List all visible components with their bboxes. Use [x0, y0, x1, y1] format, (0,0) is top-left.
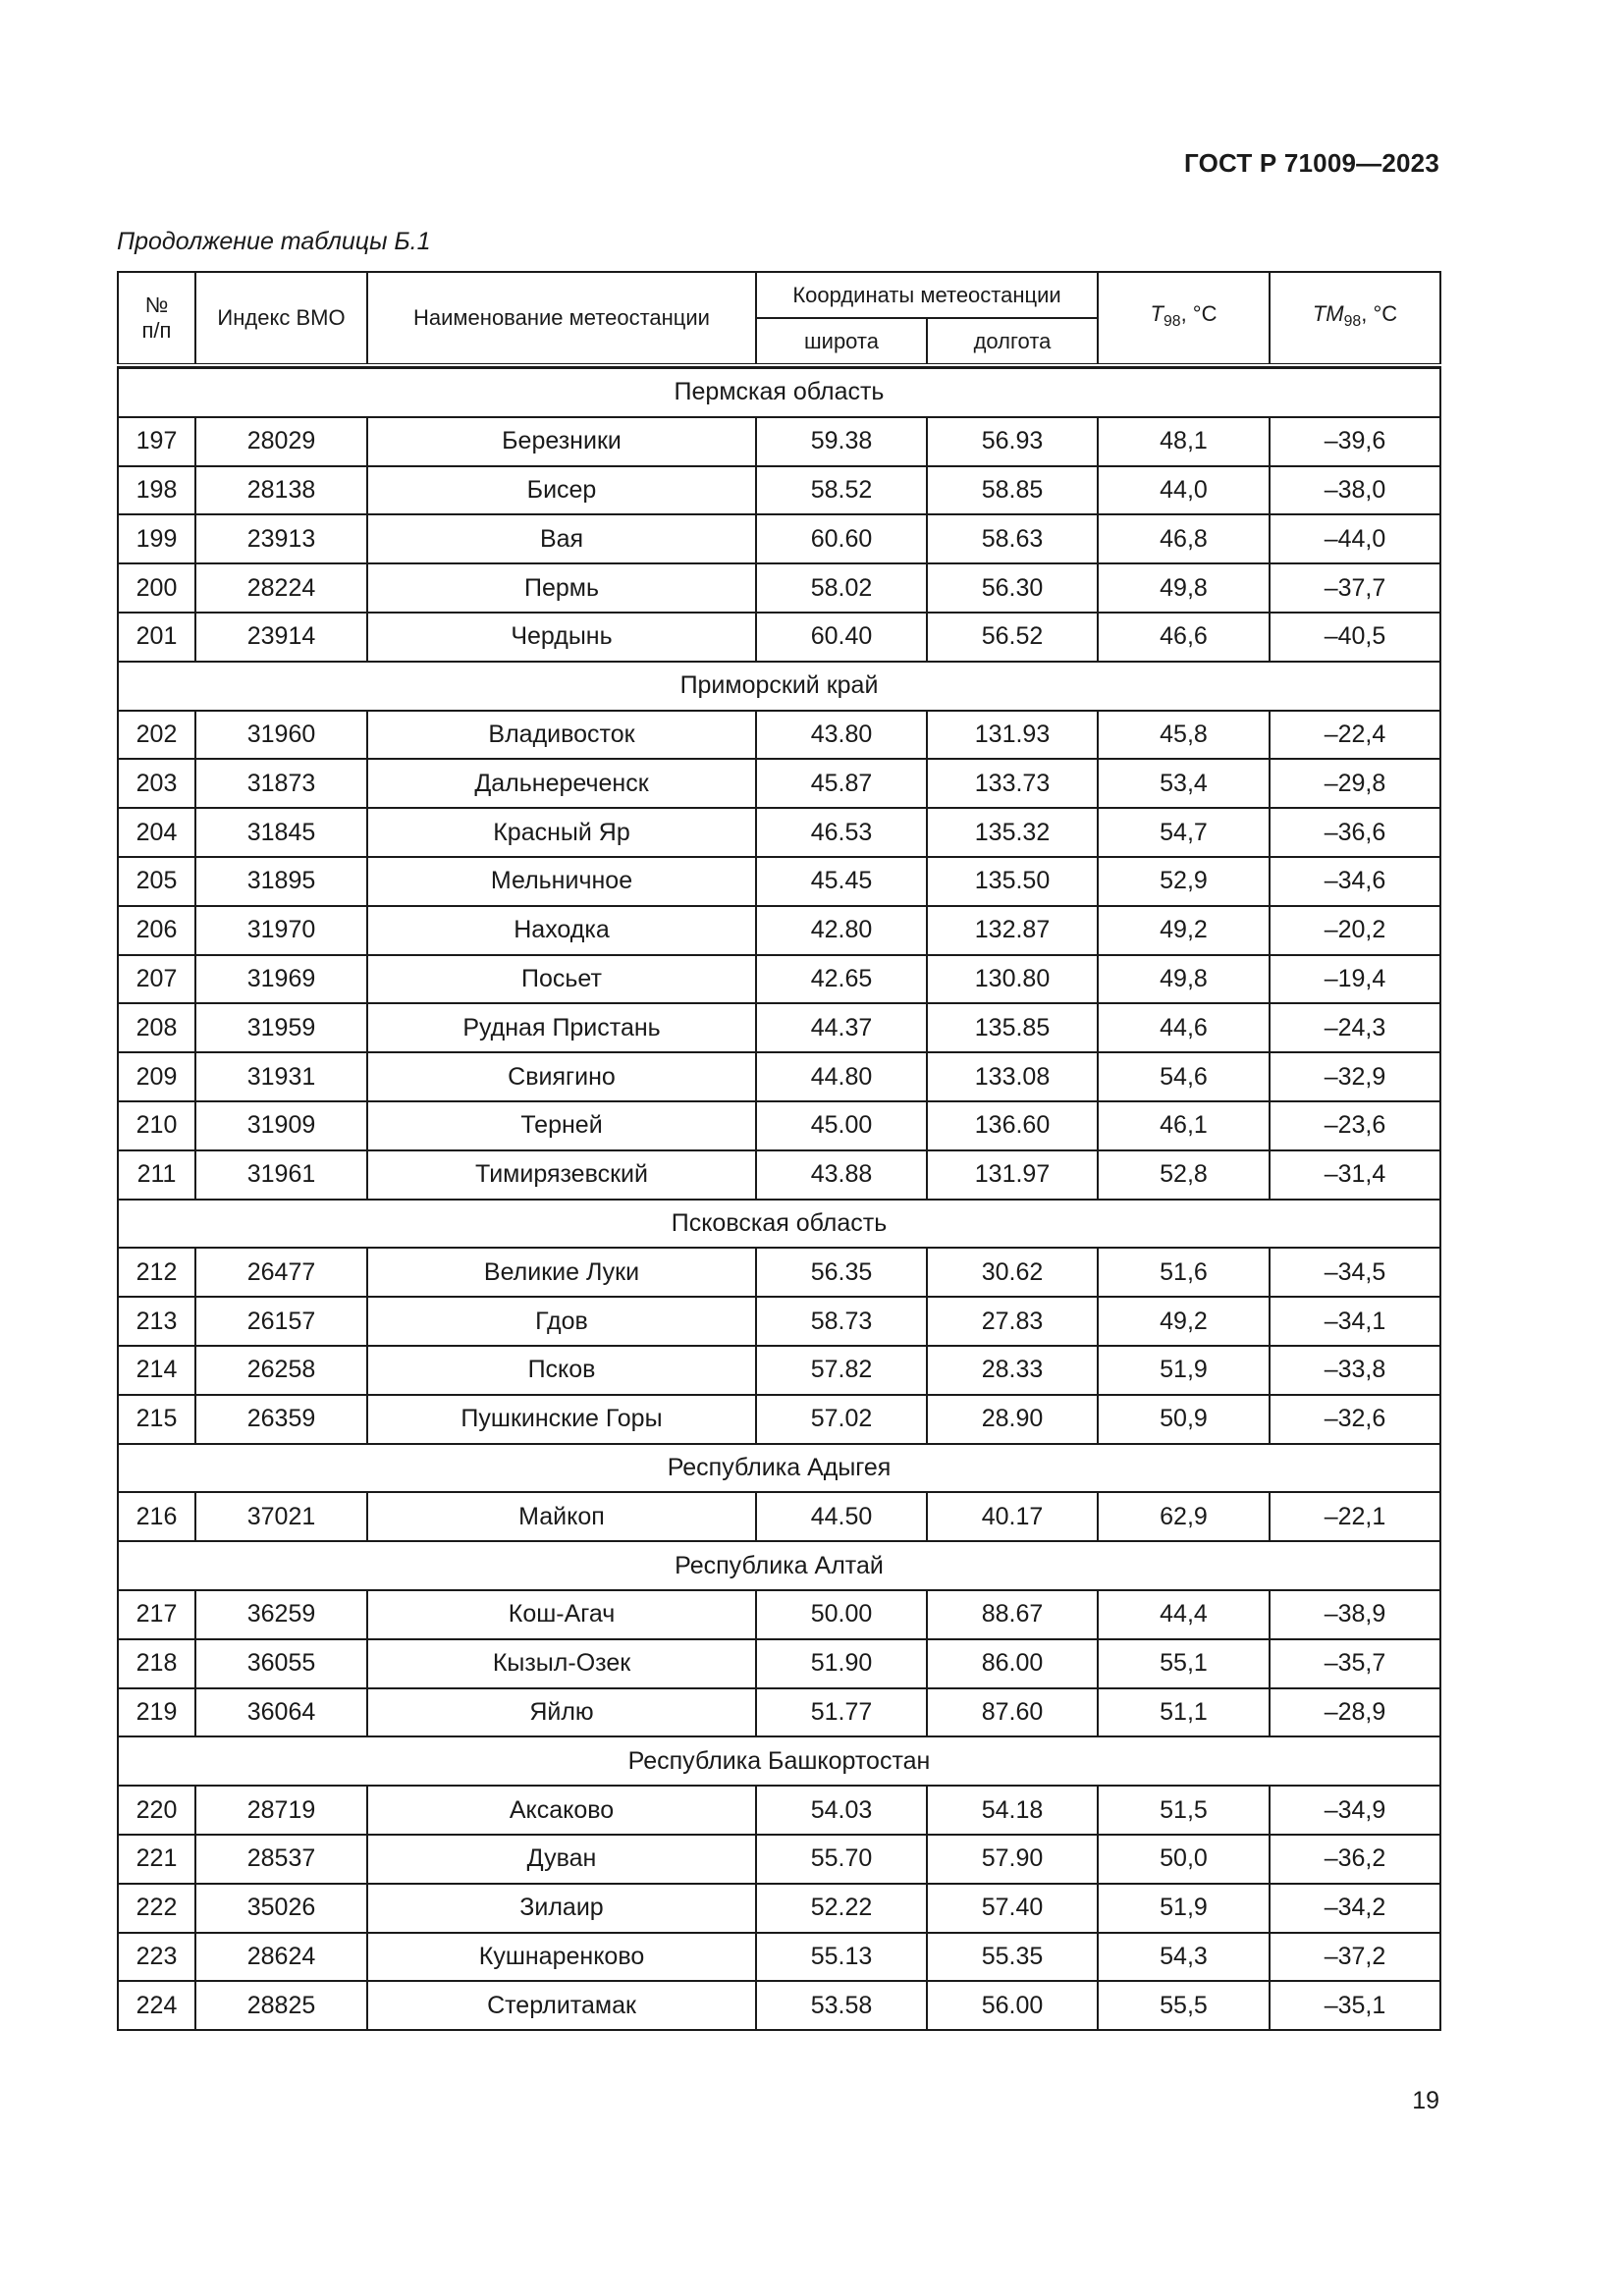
t98-value-cell: 49,2 — [1098, 906, 1270, 955]
latitude-cell: 50.00 — [756, 1590, 927, 1639]
t98-value-cell: 46,1 — [1098, 1101, 1270, 1150]
longitude-cell: 58.63 — [927, 514, 1098, 563]
latitude-cell: 42.80 — [756, 906, 927, 955]
longitude-cell: 56.93 — [927, 417, 1098, 466]
header-latitude: широта — [756, 318, 927, 365]
row-number-cell: 217 — [118, 1590, 195, 1639]
station-name-cell: Рудная Пристань — [367, 1003, 756, 1052]
t98-value-cell: 46,6 — [1098, 613, 1270, 662]
longitude-cell: 132.87 — [927, 906, 1098, 955]
longitude-cell: 57.90 — [927, 1835, 1098, 1884]
region-name: Республика Адыгея — [118, 1444, 1440, 1493]
station-name-cell: Чердынь — [367, 613, 756, 662]
t98-value-cell: 54,7 — [1098, 808, 1270, 857]
table-row — [118, 1835, 1440, 1884]
tm98-value-cell: –28,9 — [1270, 1688, 1440, 1737]
row-number-cell: 222 — [118, 1884, 195, 1933]
wmo-index-cell: 36259 — [195, 1590, 367, 1639]
row-number-cell: 214 — [118, 1346, 195, 1395]
latitude-cell: 55.70 — [756, 1835, 927, 1884]
row-number-cell: 206 — [118, 906, 195, 955]
latitude-cell: 43.88 — [756, 1150, 927, 1200]
header-number — [118, 272, 195, 365]
row-number-cell: 202 — [118, 711, 195, 760]
station-name-cell: Свиягино — [367, 1052, 756, 1101]
row-number-cell: 204 — [118, 808, 195, 857]
t98-value-cell: 49,8 — [1098, 955, 1270, 1004]
latitude-cell: 44.80 — [756, 1052, 927, 1101]
table-row — [118, 1492, 1440, 1541]
latitude-cell: 51.90 — [756, 1639, 927, 1688]
tm98-value-cell: –19,4 — [1270, 955, 1440, 1004]
table-row — [118, 1150, 1440, 1200]
row-number-cell: 213 — [118, 1297, 195, 1346]
row-number-cell: 215 — [118, 1395, 195, 1444]
tm98-value-cell: –34,2 — [1270, 1884, 1440, 1933]
latitude-cell: 45.87 — [756, 759, 927, 808]
row-number-cell: 201 — [118, 613, 195, 662]
station-name-cell: Мельничное — [367, 857, 756, 906]
latitude-cell: 54.03 — [756, 1786, 927, 1835]
stations-table — [117, 271, 1441, 2031]
latitude-cell: 58.02 — [756, 563, 927, 613]
latitude-cell: 44.50 — [756, 1492, 927, 1541]
table-row — [118, 417, 1440, 466]
header-tm98 — [1270, 272, 1440, 365]
table-row — [118, 1884, 1440, 1933]
longitude-cell: 56.30 — [927, 563, 1098, 613]
region-row — [118, 1736, 1440, 1786]
longitude-cell: 130.80 — [927, 955, 1098, 1004]
row-number-cell: 203 — [118, 759, 195, 808]
wmo-index-cell: 28825 — [195, 1981, 367, 2030]
row-number-cell: 205 — [118, 857, 195, 906]
tm98-value-cell: –20,2 — [1270, 906, 1440, 955]
wmo-index-cell: 28138 — [195, 466, 367, 515]
header-t98-sub: 98 — [1163, 312, 1181, 330]
region-name: Пермская область — [118, 368, 1440, 417]
longitude-cell: 27.83 — [927, 1297, 1098, 1346]
station-name-cell: Великие Луки — [367, 1248, 756, 1297]
region-name: Республика Алтай — [118, 1541, 1440, 1590]
table-row — [118, 1786, 1440, 1835]
station-name-cell: Красный Яр — [367, 808, 756, 857]
tm98-value-cell: –44,0 — [1270, 514, 1440, 563]
header-tm98-sub: 98 — [1343, 312, 1362, 330]
t98-value-cell: 62,9 — [1098, 1492, 1270, 1541]
tm98-value-cell: –22,1 — [1270, 1492, 1440, 1541]
row-number-cell: 208 — [118, 1003, 195, 1052]
wmo-index-cell: 31895 — [195, 857, 367, 906]
latitude-cell: 45.00 — [756, 1101, 927, 1150]
longitude-cell: 28.33 — [927, 1346, 1098, 1395]
table-row — [118, 563, 1440, 613]
tm98-value-cell: –38,9 — [1270, 1590, 1440, 1639]
wmo-index-cell: 26258 — [195, 1346, 367, 1395]
station-name-cell: Кызыл-Озек — [367, 1639, 756, 1688]
t98-value-cell: 50,9 — [1098, 1395, 1270, 1444]
row-number-cell: 211 — [118, 1150, 195, 1200]
station-name-cell: Владивосток — [367, 711, 756, 760]
station-name-cell: Кош-Агач — [367, 1590, 756, 1639]
station-name-cell: Дуван — [367, 1835, 756, 1884]
table-row — [118, 808, 1440, 857]
wmo-index-cell: 28719 — [195, 1786, 367, 1835]
tm98-value-cell: –34,6 — [1270, 857, 1440, 906]
longitude-cell: 28.90 — [927, 1395, 1098, 1444]
longitude-cell: 133.08 — [927, 1052, 1098, 1101]
table-row — [118, 1395, 1440, 1444]
t98-value-cell: 48,1 — [1098, 417, 1270, 466]
t98-value-cell: 53,4 — [1098, 759, 1270, 808]
row-number-cell: 198 — [118, 466, 195, 515]
latitude-cell: 52.22 — [756, 1884, 927, 1933]
table-row — [118, 759, 1440, 808]
table-row — [118, 955, 1440, 1004]
wmo-index-cell: 26157 — [195, 1297, 367, 1346]
header-number-line2: п/п — [141, 318, 172, 343]
tm98-value-cell: –35,7 — [1270, 1639, 1440, 1688]
header-number-line1: № — [144, 293, 169, 317]
region-row — [118, 1200, 1440, 1249]
tm98-value-cell: –36,2 — [1270, 1835, 1440, 1884]
header-tm98-unit: , °С — [1361, 301, 1398, 327]
t98-value-cell: 49,8 — [1098, 563, 1270, 613]
longitude-cell: 131.97 — [927, 1150, 1098, 1200]
tm98-value-cell: –37,2 — [1270, 1933, 1440, 1982]
header-t98-unit: , °С — [1180, 301, 1218, 327]
region-row — [118, 662, 1440, 711]
longitude-cell: 54.18 — [927, 1786, 1098, 1835]
longitude-cell: 135.50 — [927, 857, 1098, 906]
wmo-index-cell: 31969 — [195, 955, 367, 1004]
wmo-index-cell: 36064 — [195, 1688, 367, 1737]
longitude-cell: 88.67 — [927, 1590, 1098, 1639]
station-name-cell: Псков — [367, 1346, 756, 1395]
row-number-cell: 223 — [118, 1933, 195, 1982]
t98-value-cell: 49,2 — [1098, 1297, 1270, 1346]
row-number-cell: 207 — [118, 955, 195, 1004]
wmo-index-cell: 35026 — [195, 1884, 367, 1933]
table-row — [118, 1639, 1440, 1688]
wmo-index-cell: 28537 — [195, 1835, 367, 1884]
t98-value-cell: 54,3 — [1098, 1933, 1270, 1982]
longitude-cell: 135.32 — [927, 808, 1098, 857]
region-name: Приморский край — [118, 662, 1440, 711]
wmo-index-cell: 23914 — [195, 613, 367, 662]
row-number-cell: 220 — [118, 1786, 195, 1835]
latitude-cell: 57.82 — [756, 1346, 927, 1395]
table-row — [118, 1052, 1440, 1101]
table-row — [118, 1590, 1440, 1639]
page-number: 19 — [1412, 2087, 1439, 2114]
wmo-index-cell: 26477 — [195, 1248, 367, 1297]
t98-value-cell: 44,6 — [1098, 1003, 1270, 1052]
station-name-cell: Гдов — [367, 1297, 756, 1346]
t98-value-cell: 51,5 — [1098, 1786, 1270, 1835]
t98-value-cell: 54,6 — [1098, 1052, 1270, 1101]
station-name-cell: Находка — [367, 906, 756, 955]
latitude-cell: 56.35 — [756, 1248, 927, 1297]
row-number-cell: 210 — [118, 1101, 195, 1150]
row-number-cell: 216 — [118, 1492, 195, 1541]
table-row — [118, 466, 1440, 515]
header-coordinates: Координаты метеостанции — [756, 272, 1098, 318]
tm98-value-cell: –29,8 — [1270, 759, 1440, 808]
wmo-index-cell: 31845 — [195, 808, 367, 857]
t98-value-cell: 55,1 — [1098, 1639, 1270, 1688]
station-name-cell: Стерлитамак — [367, 1981, 756, 2030]
wmo-index-cell: 37021 — [195, 1492, 367, 1541]
row-number-cell: 218 — [118, 1639, 195, 1688]
station-name-cell: Вая — [367, 514, 756, 563]
station-name-cell: Пермь — [367, 563, 756, 613]
station-name-cell: Майкоп — [367, 1492, 756, 1541]
header-wmo-index: Индекс ВМО — [195, 272, 367, 365]
wmo-index-cell: 31959 — [195, 1003, 367, 1052]
longitude-cell: 58.85 — [927, 466, 1098, 515]
region-row — [118, 368, 1440, 417]
table-row — [118, 906, 1440, 955]
standard-designation: ГОСТ Р 71009—2023 — [1184, 148, 1439, 178]
longitude-cell: 135.85 — [927, 1003, 1098, 1052]
header-longitude: долгота — [927, 318, 1098, 365]
tm98-value-cell: –35,1 — [1270, 1981, 1440, 2030]
latitude-cell: 43.80 — [756, 711, 927, 760]
longitude-cell: 131.93 — [927, 711, 1098, 760]
latitude-cell: 60.40 — [756, 613, 927, 662]
table-row — [118, 1981, 1440, 2030]
wmo-index-cell: 31873 — [195, 759, 367, 808]
latitude-cell: 58.52 — [756, 466, 927, 515]
header-tm98-base: TM — [1312, 301, 1344, 327]
longitude-cell: 87.60 — [927, 1688, 1098, 1737]
t98-value-cell: 51,9 — [1098, 1346, 1270, 1395]
station-name-cell: Посьет — [367, 955, 756, 1004]
region-row — [118, 1541, 1440, 1590]
t98-value-cell: 50,0 — [1098, 1835, 1270, 1884]
table-row — [118, 1933, 1440, 1982]
longitude-cell: 133.73 — [927, 759, 1098, 808]
table-row — [118, 613, 1440, 662]
table-caption: Продолжение таблицы Б.1 — [117, 228, 431, 255]
t98-value-cell: 52,8 — [1098, 1150, 1270, 1200]
table-row — [118, 1346, 1440, 1395]
t98-value-cell: 44,4 — [1098, 1590, 1270, 1639]
latitude-cell: 51.77 — [756, 1688, 927, 1737]
station-name-cell: Тимирязевский — [367, 1150, 756, 1200]
tm98-value-cell: –32,9 — [1270, 1052, 1440, 1101]
station-name-cell: Дальнереченск — [367, 759, 756, 808]
station-name-cell: Аксаково — [367, 1786, 756, 1835]
t98-value-cell: 51,9 — [1098, 1884, 1270, 1933]
longitude-cell: 30.62 — [927, 1248, 1098, 1297]
t98-value-cell: 46,8 — [1098, 514, 1270, 563]
latitude-cell: 59.38 — [756, 417, 927, 466]
longitude-cell: 56.00 — [927, 1981, 1098, 2030]
latitude-cell: 60.60 — [756, 514, 927, 563]
latitude-cell: 55.13 — [756, 1933, 927, 1982]
t98-value-cell: 55,5 — [1098, 1981, 1270, 2030]
station-name-cell: Пушкинские Горы — [367, 1395, 756, 1444]
wmo-index-cell: 28029 — [195, 417, 367, 466]
wmo-index-cell: 28624 — [195, 1933, 367, 1982]
table-body — [118, 365, 1440, 2030]
table-row — [118, 1003, 1440, 1052]
tm98-value-cell: –36,6 — [1270, 808, 1440, 857]
longitude-cell: 57.40 — [927, 1884, 1098, 1933]
t98-value-cell: 52,9 — [1098, 857, 1270, 906]
region-name: Республика Башкортостан — [118, 1736, 1440, 1786]
region-row — [118, 1444, 1440, 1493]
station-name-cell: Яйлю — [367, 1688, 756, 1737]
tm98-value-cell: –23,6 — [1270, 1101, 1440, 1150]
tm98-value-cell: –34,5 — [1270, 1248, 1440, 1297]
row-number-cell: 212 — [118, 1248, 195, 1297]
table-row — [118, 857, 1440, 906]
table-row — [118, 1101, 1440, 1150]
station-name-cell: Березники — [367, 417, 756, 466]
table-row — [118, 1297, 1440, 1346]
table-row — [118, 1688, 1440, 1737]
station-name-cell: Зилаир — [367, 1884, 756, 1933]
row-number-cell: 219 — [118, 1688, 195, 1737]
wmo-index-cell: 26359 — [195, 1395, 367, 1444]
row-number-cell: 200 — [118, 563, 195, 613]
row-number-cell: 197 — [118, 417, 195, 466]
table-row — [118, 711, 1440, 760]
longitude-cell: 136.60 — [927, 1101, 1098, 1150]
header-station-name: Наименование метеостанции — [367, 272, 756, 365]
wmo-index-cell: 36055 — [195, 1639, 367, 1688]
tm98-value-cell: –22,4 — [1270, 711, 1440, 760]
latitude-cell: 46.53 — [756, 808, 927, 857]
table-row — [118, 514, 1440, 563]
wmo-index-cell: 31960 — [195, 711, 367, 760]
tm98-value-cell: –34,1 — [1270, 1297, 1440, 1346]
longitude-cell: 86.00 — [927, 1639, 1098, 1688]
latitude-cell: 45.45 — [756, 857, 927, 906]
tm98-value-cell: –24,3 — [1270, 1003, 1440, 1052]
tm98-value-cell: –39,6 — [1270, 417, 1440, 466]
table-row — [118, 1248, 1440, 1297]
longitude-cell: 56.52 — [927, 613, 1098, 662]
tm98-value-cell: –37,7 — [1270, 563, 1440, 613]
t98-value-cell: 44,0 — [1098, 466, 1270, 515]
longitude-cell: 55.35 — [927, 1933, 1098, 1982]
row-number-cell: 199 — [118, 514, 195, 563]
row-number-cell: 224 — [118, 1981, 195, 2030]
longitude-cell: 40.17 — [927, 1492, 1098, 1541]
wmo-index-cell: 31961 — [195, 1150, 367, 1200]
latitude-cell: 42.65 — [756, 955, 927, 1004]
station-name-cell: Бисер — [367, 466, 756, 515]
tm98-value-cell: –40,5 — [1270, 613, 1440, 662]
t98-value-cell: 51,6 — [1098, 1248, 1270, 1297]
tm98-value-cell: –31,4 — [1270, 1150, 1440, 1200]
wmo-index-cell: 31909 — [195, 1101, 367, 1150]
latitude-cell: 57.02 — [756, 1395, 927, 1444]
row-number-cell: 209 — [118, 1052, 195, 1101]
tm98-value-cell: –32,6 — [1270, 1395, 1440, 1444]
tm98-value-cell: –33,8 — [1270, 1346, 1440, 1395]
wmo-index-cell: 28224 — [195, 563, 367, 613]
row-number-cell: 221 — [118, 1835, 195, 1884]
station-name-cell: Кушнаренково — [367, 1933, 756, 1982]
t98-value-cell: 45,8 — [1098, 711, 1270, 760]
region-name: Псковская область — [118, 1200, 1440, 1249]
wmo-index-cell: 23913 — [195, 514, 367, 563]
header-t98 — [1098, 272, 1270, 365]
latitude-cell: 53.58 — [756, 1981, 927, 2030]
tm98-value-cell: –38,0 — [1270, 466, 1440, 515]
wmo-index-cell: 31970 — [195, 906, 367, 955]
header-t98-base: T — [1150, 301, 1164, 327]
latitude-cell: 58.73 — [756, 1297, 927, 1346]
latitude-cell: 44.37 — [756, 1003, 927, 1052]
station-name-cell: Терней — [367, 1101, 756, 1150]
t98-value-cell: 51,1 — [1098, 1688, 1270, 1737]
tm98-value-cell: –34,9 — [1270, 1786, 1440, 1835]
wmo-index-cell: 31931 — [195, 1052, 367, 1101]
